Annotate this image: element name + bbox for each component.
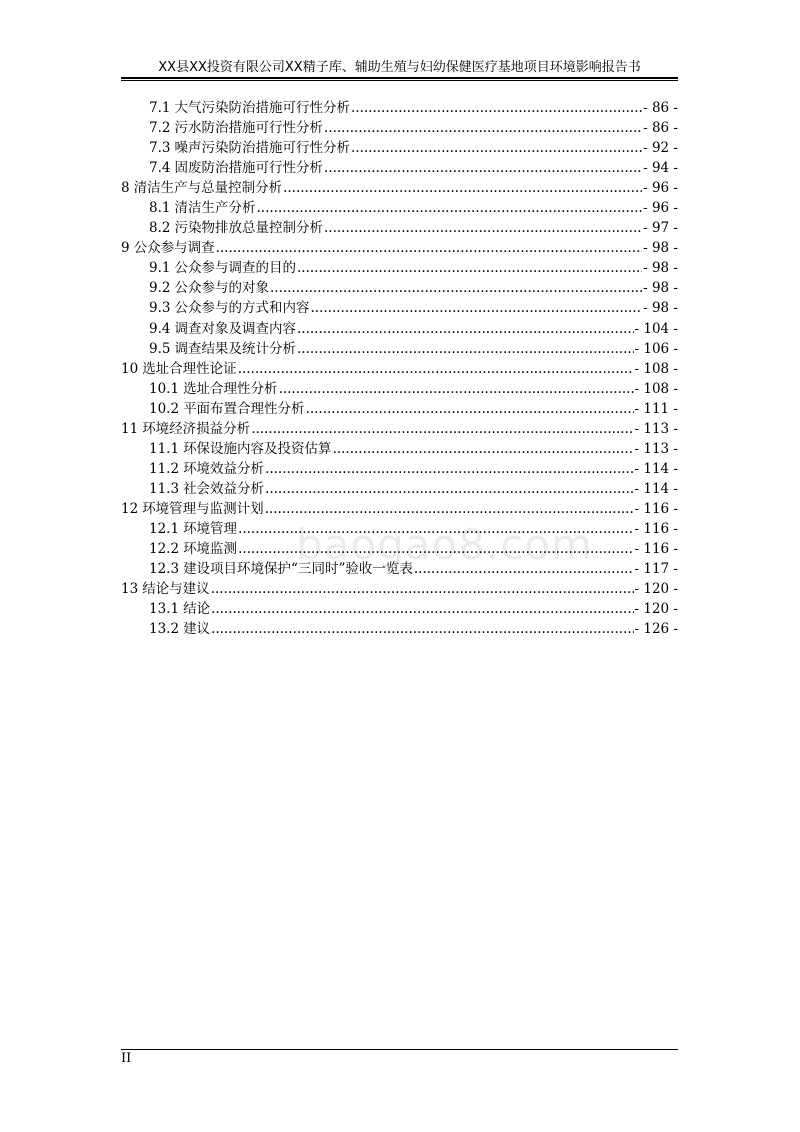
toc-entry-number: 13 (121, 581, 139, 598)
toc-entry-number: 9.1 (149, 260, 171, 277)
toc-dot-leader (238, 359, 634, 379)
toc-entry-number: 9 (121, 240, 130, 257)
toc-entry-page: - 113 - (634, 440, 678, 457)
toc-entry-number: 9.2 (149, 280, 171, 297)
toc-section-entry[interactable] (121, 218, 678, 238)
toc-section-entry[interactable] (121, 399, 678, 419)
toc-entry-page: - 120 - (634, 601, 678, 618)
document-header-title: XX县XX投资有限公司XX精子库、辅助生殖与妇幼保健医疗基地项目环境影响报告书 (158, 60, 641, 75)
toc-section-entry[interactable] (121, 319, 678, 339)
toc-entry-number: 12.3 (149, 561, 180, 578)
toc-entry-title: 结论 (183, 601, 211, 618)
toc-entry-number: 10.1 (149, 380, 180, 397)
toc-entry-title: 清洁生产与总量控制分析 (133, 180, 283, 197)
toc-entry-page: - 114 - (634, 460, 678, 477)
toc-entry-page: - 86 - (643, 100, 678, 116)
toc-entry-title: 选址合理性分析 (183, 380, 278, 397)
toc-dot-leader (238, 519, 633, 539)
toc-entry-title: 环境效益分析 (183, 460, 265, 477)
toc-entry-page: - 116 - (634, 541, 678, 558)
toc-dot-leader (297, 258, 642, 278)
toc-dot-leader (351, 138, 642, 158)
toc-entry-page: - 104 - (634, 320, 678, 337)
watermark: baogao8.com (296, 520, 593, 569)
header-rule (121, 77, 678, 79)
toc-entry-page: - 98 - (643, 260, 678, 277)
toc-dot-leader (270, 278, 642, 298)
toc-section-entry[interactable] (121, 459, 678, 479)
toc-section-entry[interactable] (121, 339, 678, 359)
toc-entry-page: - 108 - (634, 380, 678, 397)
toc-section-entry[interactable] (121, 278, 678, 298)
toc-entry-title: 环境管理 (183, 520, 238, 537)
toc-dot-leader (333, 439, 634, 459)
toc-entry-title: 清洁生产分析 (174, 200, 256, 217)
toc-entry-page: - 111 - (634, 400, 678, 417)
toc-entry-title: 公众参与的对象 (174, 280, 269, 297)
toc-entry-number: 12.2 (149, 541, 180, 558)
toc-dot-leader (256, 198, 642, 218)
footer-rule (121, 1049, 678, 1050)
toc-section-entry[interactable] (121, 138, 678, 158)
toc-entry-title: 污染物排放总量控制分析 (174, 220, 323, 237)
toc-entry-page: - 116 - (634, 500, 678, 517)
toc-dot-leader (265, 479, 633, 499)
toc-section-entry[interactable] (121, 258, 678, 278)
toc-entry-number: 11.3 (149, 480, 180, 497)
toc-section-entry[interactable] (121, 118, 678, 138)
toc-entry-number: 8 (121, 180, 130, 197)
toc-chapter-entry[interactable] (121, 178, 678, 198)
toc-section-entry[interactable] (121, 479, 678, 499)
toc-dot-leader (283, 178, 642, 198)
toc-entry-number: 9.3 (149, 300, 171, 317)
toc-entry-title: 环境管理与监测计划 (142, 500, 264, 517)
toc-chapter-entry[interactable] (121, 359, 678, 379)
toc-dot-leader (238, 539, 633, 559)
toc-dot-leader (216, 238, 643, 258)
toc-chapter-entry[interactable] (121, 579, 678, 599)
toc-entry-page: - 98 - (643, 240, 678, 257)
toc-entry-number: 11.2 (149, 460, 180, 477)
toc-entry-page: - 108 - (634, 360, 678, 377)
toc-entry-number: 13.2 (149, 621, 180, 638)
toc-entry-page: - 96 - (643, 180, 678, 197)
toc-entry-page: - 97 - (643, 220, 678, 237)
toc-entry-number: 9.4 (149, 320, 171, 337)
toc-dot-leader (351, 98, 642, 118)
toc-entry-title: 环境经济损益分析 (142, 420, 251, 437)
toc-entry-title: 建设项目环境保护“三同时”验收一览表 (183, 561, 413, 578)
toc-dot-leader (265, 499, 634, 519)
toc-entry-page: - 113 - (634, 420, 678, 437)
toc-section-entry[interactable] (121, 519, 678, 539)
toc-entry-title: 公众参与调查的目的 (174, 260, 296, 277)
toc-entry-title: 建议 (183, 621, 211, 638)
toc-entry-title: 大气污染防治措施可行性分析 (174, 100, 350, 116)
toc-entry-number: 7.1 (149, 100, 171, 116)
toc-dot-leader (324, 118, 642, 138)
toc-entry-title: 环保设施内容及投资估算 (183, 440, 332, 457)
toc-entry-title: 平面布置合理性分析 (183, 400, 305, 417)
toc-entry-number: 8.1 (149, 200, 171, 217)
toc-entry-number: 13.1 (149, 601, 180, 618)
toc-chapter-entry[interactable] (121, 499, 678, 519)
toc-entry-number: 11.1 (149, 440, 180, 457)
toc-entry-number: 11 (121, 420, 139, 437)
toc-entry-number: 12 (121, 500, 139, 517)
toc-entry-number: 10 (121, 360, 139, 377)
toc-chapter-entry[interactable] (121, 419, 678, 439)
toc-entry-number: 9.5 (149, 340, 171, 357)
toc-dot-leader (324, 218, 642, 238)
toc-section-entry[interactable] (121, 379, 678, 399)
toc-dot-leader (414, 559, 634, 579)
toc-entry-page: - 96 - (643, 200, 678, 217)
footer-page-number: II (121, 1051, 132, 1066)
table-of-contents (121, 98, 678, 639)
toc-entry-number: 7.3 (149, 140, 171, 157)
toc-section-entry[interactable] (121, 559, 678, 579)
toc-entry-title: 公众参与调查 (133, 240, 215, 257)
toc-entry-page: - 120 - (634, 581, 678, 598)
toc-dot-leader (211, 599, 633, 619)
toc-dot-leader (279, 379, 634, 399)
toc-entry-title: 噪声污染防治措施可行性分析 (174, 140, 350, 157)
toc-entry-page: - 94 - (643, 160, 678, 177)
toc-entry-page: - 98 - (643, 280, 678, 297)
toc-section-entry[interactable] (121, 539, 678, 559)
toc-entry-page: - 117 - (634, 561, 678, 578)
header-rule-thin (121, 80, 678, 81)
toc-entry-number: 7.4 (149, 160, 171, 177)
toc-entry-page: - 114 - (634, 480, 678, 497)
toc-entry-number: 7.2 (149, 120, 171, 137)
toc-entry-page: - 126 - (634, 621, 678, 638)
toc-entry-title: 固废防治措施可行性分析 (174, 160, 323, 177)
toc-chapter-entry[interactable] (121, 238, 678, 258)
toc-entry-title: 调查对象及调查内容 (174, 320, 296, 337)
toc-entry-title: 环境监测 (183, 541, 238, 558)
toc-dot-leader (251, 419, 633, 439)
toc-entry-page: - 92 - (643, 140, 678, 157)
toc-entry-number: 12.1 (149, 520, 180, 537)
toc-dot-leader (310, 298, 642, 318)
toc-section-entry[interactable] (121, 599, 678, 619)
toc-entry-page: - 106 - (634, 340, 678, 357)
toc-dot-leader (265, 459, 633, 479)
toc-dot-leader (324, 158, 642, 178)
toc-dot-leader (211, 619, 633, 639)
toc-section-entry[interactable] (121, 98, 678, 118)
toc-entry-page: - 116 - (634, 520, 678, 537)
toc-section-entry[interactable] (121, 439, 678, 459)
toc-entry-title: 污水防治措施可行性分析 (174, 120, 323, 137)
toc-entry-page: - 98 - (643, 300, 678, 317)
toc-dot-leader (297, 319, 634, 339)
toc-entry-number: 10.2 (149, 400, 180, 417)
toc-entry-title: 社会效益分析 (183, 480, 265, 497)
toc-entry-page: - 86 - (643, 120, 678, 137)
toc-dot-leader (297, 339, 634, 359)
toc-entry-title: 调查结果及统计分析 (174, 340, 296, 357)
toc-dot-leader (306, 399, 634, 419)
toc-entry-title: 公众参与的方式和内容 (174, 300, 310, 317)
toc-entry-title: 选址合理性论证 (142, 360, 237, 377)
toc-section-entry[interactable] (121, 298, 678, 318)
toc-section-entry[interactable] (121, 158, 678, 178)
toc-entry-number: 8.2 (149, 220, 171, 237)
toc-entry-title: 结论与建议 (142, 581, 210, 598)
toc-dot-leader (211, 579, 634, 599)
toc-section-entry[interactable] (121, 619, 678, 639)
toc-section-entry[interactable] (121, 198, 678, 218)
